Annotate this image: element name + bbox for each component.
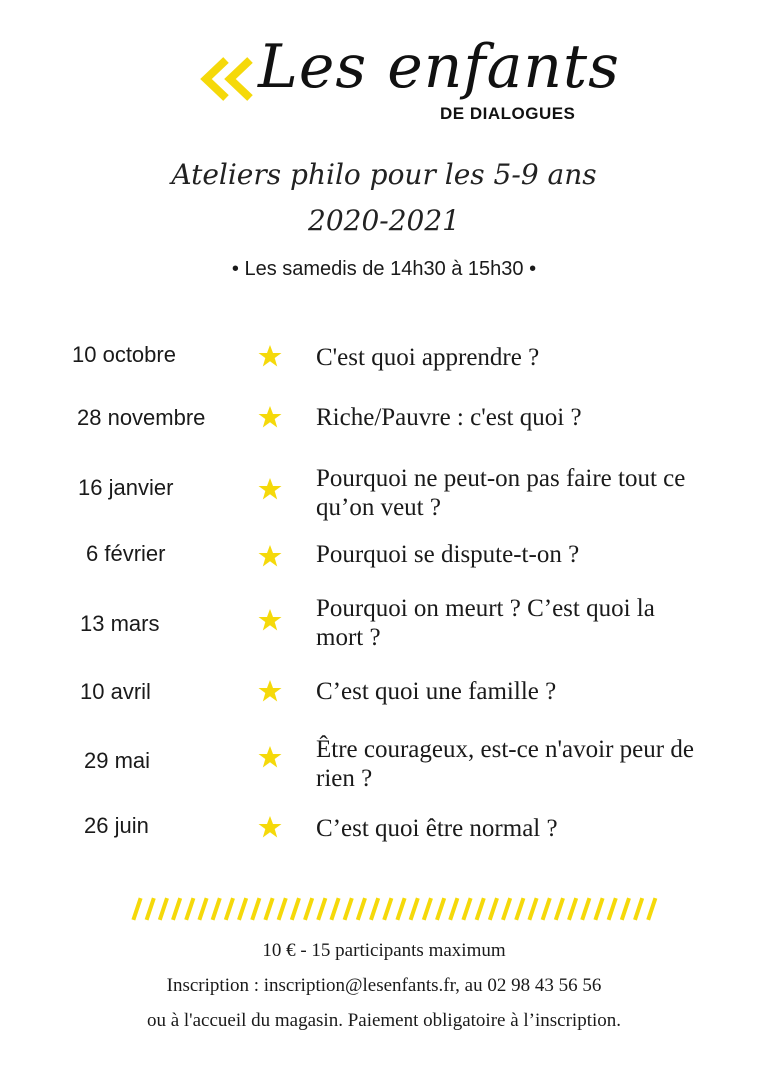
star-icon (258, 815, 282, 839)
stripe-mark (649, 900, 655, 918)
logo-subtitle: DE DIALOGUES (440, 104, 576, 123)
session-date: 26 juin (84, 813, 149, 838)
stripe-mark (200, 900, 206, 918)
stripe-mark (147, 900, 153, 918)
stripe-mark (530, 900, 536, 918)
workshop-title: Ateliers philo pour les 5-9 ans (171, 158, 597, 191)
session-topic: Pourquoi se dispute-t-on ? (316, 541, 580, 568)
decorative-stripes (130, 896, 662, 922)
star-icon (258, 745, 282, 769)
stripe-mark (464, 900, 470, 918)
stripe-mark (556, 900, 562, 918)
star-icon (258, 405, 282, 429)
session-date: 28 novembre (77, 405, 206, 430)
session-date: 13 mars (80, 611, 160, 636)
session-topic: Pourquoi on meurt ? C’est quoi la mort ? (316, 595, 655, 651)
session-date: 16 janvier (78, 475, 174, 500)
stripe-mark (438, 900, 444, 918)
stripe-mark (279, 900, 285, 918)
season-year: 2020-2021 (308, 204, 460, 237)
stripe-mark (160, 900, 166, 918)
schedule-time: • Les samedis de 14h30 à 15h30 • (231, 258, 537, 280)
star-icon (258, 544, 282, 568)
star-icon (258, 477, 282, 501)
stripe-mark (332, 900, 338, 918)
session-topic: Être courageux, est-ce n'avoir peur de rien ? (316, 736, 694, 792)
stripe-mark (411, 900, 417, 918)
stripe-mark (213, 900, 219, 918)
price-info: 10 € - 15 participants maximum (262, 940, 506, 961)
stripe-mark (583, 900, 589, 918)
stripe-mark (319, 900, 325, 918)
stripe-mark (345, 900, 351, 918)
registration-info: Inscription : inscription@lesenfants.fr, au 02 98 43 56 56 (166, 975, 602, 996)
stripe-mark (570, 900, 576, 918)
stripe-mark (226, 900, 232, 918)
session-date: 29 mai (84, 748, 151, 773)
star-icon (258, 608, 282, 632)
stripe-mark (358, 900, 364, 918)
session-topic: C’est quoi être normal ? (316, 815, 558, 842)
stripe-mark (266, 900, 272, 918)
stripe-mark (398, 900, 404, 918)
star-icon (258, 344, 282, 368)
session-topic: Pourquoi ne peut-on pas faire tout ce qu’on veut ? (316, 465, 686, 521)
stripe-mark (517, 900, 523, 918)
stripe-mark (622, 900, 628, 918)
stripe-mark (543, 900, 549, 918)
stripe-mark (372, 900, 378, 918)
stripe-mark (292, 900, 298, 918)
stripe-mark (636, 900, 642, 918)
session-date: 6 février (86, 541, 166, 566)
stripe-mark (609, 900, 615, 918)
logo-title: Les enfants (258, 32, 620, 102)
stripe-mark (187, 900, 193, 918)
stripe-mark (240, 900, 246, 918)
stripe-mark (174, 900, 180, 918)
star-icon (258, 679, 282, 703)
session-topic: Riche/Pauvre : c'est quoi ? (316, 404, 582, 431)
stripe-mark (385, 900, 391, 918)
stripe-mark (490, 900, 496, 918)
stripe-mark (504, 900, 510, 918)
stripe-mark (253, 900, 259, 918)
session-topic: C’est quoi une famille ? (316, 678, 557, 705)
stripe-mark (451, 900, 457, 918)
stripe-mark (306, 900, 312, 918)
logo (0, 28, 768, 138)
session-date: 10 octobre (72, 342, 176, 367)
double-chevron-left-icon (200, 54, 256, 104)
session-topic: C'est quoi apprendre ? (316, 344, 540, 371)
stripe-mark (477, 900, 483, 918)
session-date: 10 avril (80, 679, 151, 704)
stripe-mark (596, 900, 602, 918)
stripe-mark (134, 900, 140, 918)
payment-note: ou à l'accueil du magasin. Paiement obligatoire à l’inscription. (146, 1010, 622, 1031)
stripe-mark (424, 900, 430, 918)
